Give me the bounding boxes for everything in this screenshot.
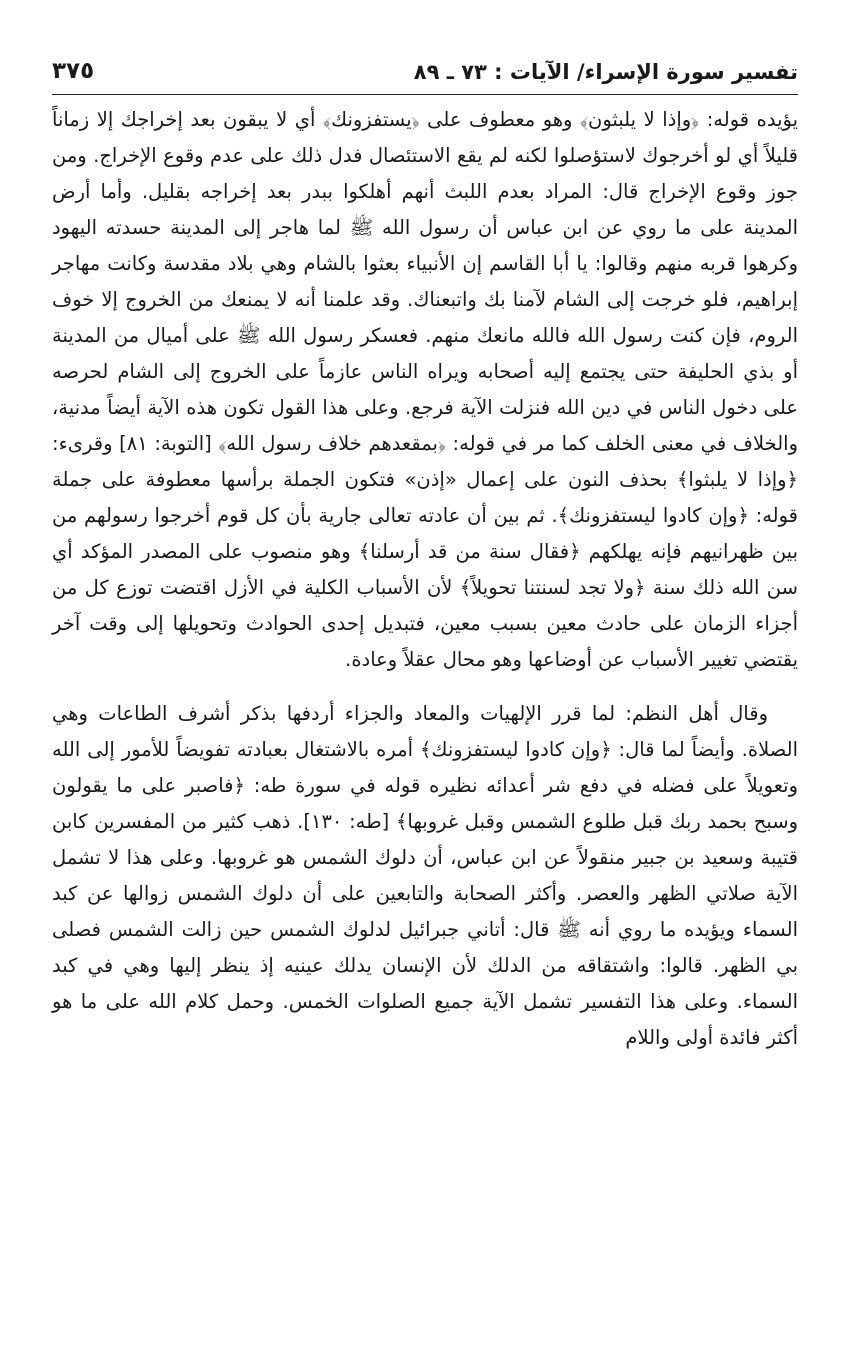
book-page <box>52 58 798 1056</box>
page-number: ٣٧٥ <box>52 58 95 84</box>
paragraph: يؤيده قوله: ﴿وإذا لا يلبثون﴾ وهو معطوف على ﴿يستفزونك﴾ أي لا يبقون بعد إخراجك إلا زماناً قليلاً أي لو أخرجوك لاستؤصلوا لكنه لم يقع الاستئصال فدل ذلك على عدم وقوع الإخراج. ومن جوز وقوع الإخراج قال: المراد بعدم اللبث أنهم أهلكوا ببدر بعد إخراجه بقليل. وأما أرض المدينة على ما روي عن ابن عباس أن رسول الله ﷺ لما هاجر إلى المدينة حسدته اليهود وكرهوا قربه منهم وقالوا: يا أبا القاسم إن الأنبياء بعثوا بالشام وهي بلاد مقدسة وكانت مهاجر إبراهيم، فلو خرجت إلى الشام لآمنا بك واتبعناك. وقد علمنا أنه لا يمنعك من الخروج إلا خوف الروم، فإن كنت رسول الله فالله مانعك منهم. فعسكر رسول الله ﷺ على أميال من المدينة أو بذي الحليفة حتى يجتمع إليه أصحابه ويراه الناس عازماً على الخروج إلى الشام لحرصه على دخول الناس في دين الله فنزلت الآية فرجع. وعلى هذا القول تكون هذه الآية أيضاً مدنية، والخلاف في معنى الخلف كما مر في قوله: ﴿بمقعدهم خلاف رسول الله﴾ [التوبة: ٨١] وقرىء: ﴿وإذا لا يلبثوا﴾ بحذف النون على إعمال «إذن» فتكون الجملة برأسها معطوفة على جملة قوله: ﴿وإن كادوا ليستفزونك﴾. ثم بين أن عادته تعالى جارية بأن كل قوم أخرجوا رسولهم من بين ظهرانيهم فإنه يهلكهم ﴿فقال سنة من قد أرسلنا﴾ وهو منصوب على المصدر المؤكد أي سن الله ذلك سنة ﴿ولا تجد لسنتنا تحويلاً﴾ لأن الأسباب الكلية في الأزل اقتضت توزع كل من أجزاء الزمان على حادث معين بسبب معين، فتبديل إحدى الحوادث وتحويلها إلى وقت آخر يقتضي تغيير الأسباب عن أوضاعها وهو محال عقلاً وعادة. <box>52 108 798 671</box>
running-title: تفسير سورة الإسراء/ الآيات : ٧٣ ـ ٨٩ <box>413 60 798 84</box>
running-head <box>52 58 798 94</box>
header-rule <box>52 94 798 95</box>
paragraph: وقال أهل النظم: لما قرر الإلهيات والمعاد والجزاء أردفها بذكر أشرف الطاعات وهي الصلاة. وأيضاً لما قال: ﴿وإن كادوا ليستفزونك﴾ أمره بالاشتغال بعبادته تفويضاً للأمور إلى الله وتعويلاً على فضله في دفع شر أعدائه نظيره قوله في سورة طه: ﴿فاصبر على ما يقولون وسبح بحمد ربك قبل طلوع الشمس وقبل غروبها﴾ [طه: ١٣٠]. ذهب كثير من المفسرين كابن قتيبة وسعيد بن جبير منقولاً عن ابن عباس، أن دلوك الشمس هو غروبها. وعلى هذا لا تشمل الآية صلاتي الظهر والعصر. وأكثر الصحابة والتابعين على أن دلوك الشمس زوالها عن كبد السماء ويؤيده ما روي أنه ﷺ قال: أتاني جبرائيل لدلوك الشمس حين زالت الشمس فصلى بي الظهر. قالوا: واشتقاقه من الدلك لأن الإنسان يدلك عينيه إذ ينظر إليها وهي في كبد السماء. وعلى هذا التفسير تشمل الآية جميع الصلوات الخمس. وحمل كلام الله على ما هو أكثر فائدة أولى واللام <box>52 702 799 1049</box>
body-text <box>52 102 798 1056</box>
